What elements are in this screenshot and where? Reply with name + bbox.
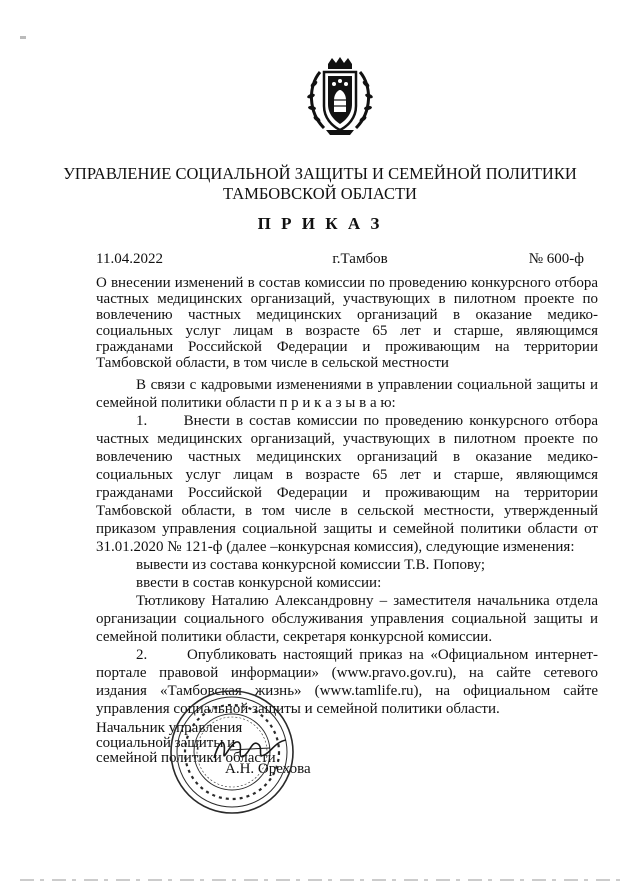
document-date: 11.04.2022 [96,251,163,267]
signatory-title-line-1: Начальник управления [96,720,243,736]
signatory-title-line-2: социальной защиты и [96,735,236,751]
scan-artifact-line [0,878,640,882]
body-paragraph-5: Тютликову Наталию Александровну – заместителя начальника отдела организации социального обслуживания управления социальной защиты и семейной политики области, секретаря конкурсной комиссии. [96,593,598,645]
body-paragraph-6: 2. Опубликовать настоящий приказ на «Официальном интернет-портале правовой информации» (www.pravo.gov.ru), на сайте сетевого издания «Тамбовская жизнь» (www.tamlife.ru), на официальном сайте управления социальной защиты и семейной политики области. [96,647,598,717]
org-line-1: УПРАВЛЕНИЕ СОЦИАЛЬНОЙ ЗАЩИТЫ И СЕМЕЙНОЙ ПОЛИТИКИ [63,164,577,183]
scan-mark [20,36,26,39]
organization-name [0,164,640,204]
document-body [96,376,598,718]
document-subject: О внесении изменений в состав комиссии по проведению конкурсного отбора частных медицинских организаций, участвующих в пилотном проекте по вовлечению частных медицинских организаций в оказание медико-социальных услуг лицам в возрасте 65 лет и старше, являющимся гражданами Российской Федерации и проживающим на территории Тамбовской области, в том числе в сельской местности [96,275,598,371]
body-paragraph-3: вывести из состава конкурсной комиссии Т.В. Попову; [136,557,486,573]
document-type-title: П Р И К А З [257,214,383,233]
signatory-title-line-3: семейной политики области [96,750,276,766]
body-paragraph-4: ввести в состав конкурсной комиссии: [136,575,382,591]
coat-of-arms-icon [298,56,382,138]
document-number: № 600-ф [528,251,584,267]
signatory-name: А.Н. Орехова [225,761,311,777]
handwritten-signature-icon [210,732,290,766]
body-paragraph-1: В связи с кадровыми изменениями в управлении социальной защиты и семейной политики области п р и к а з ы в а ю: [96,377,598,411]
document-city: г.Тамбов [332,251,388,267]
body-paragraph-2: 1. Внести в состав комиссии по проведению конкурсного отбора частных медицинских организаций, участвующих в пилотном проекте по вовлечению частных медицинских организаций в оказание медико-социальных услуг лицам в возрасте 65 лет и старше, являющимся гражданами Российской Федерации и проживающим на территории Тамбовской области, в том числе в сельской местности, утвержденный приказом управления социальной защиты и семейной политики области от 31.01.2020 № 121-ф (далее –конкурсная комиссия), следующие изменения: [96,413,598,555]
org-line-2: ТАМБОВСКОЙ ОБЛАСТИ [223,184,417,203]
